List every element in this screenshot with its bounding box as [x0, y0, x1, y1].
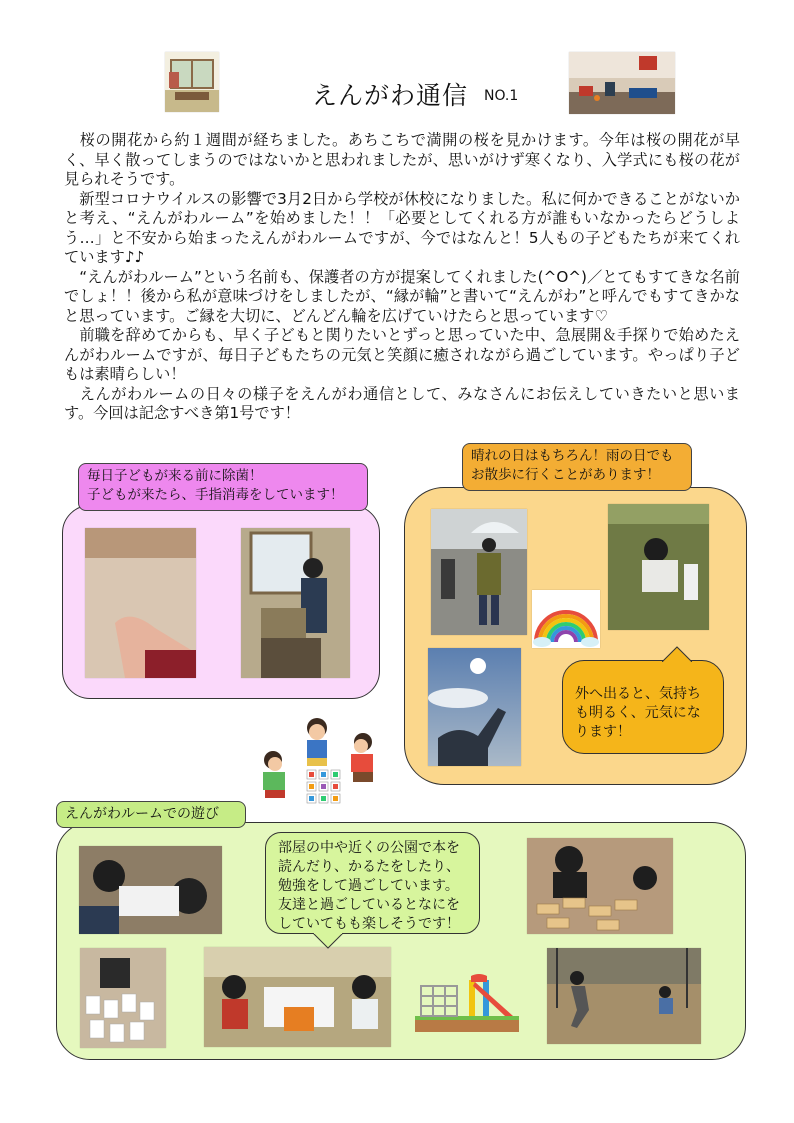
header-illustration-right — [569, 52, 675, 114]
disinfect-caption-line1: 毎日子どもが来る前に除菌！ — [87, 468, 263, 484]
header-illustration-left — [165, 52, 219, 112]
play-speech-line: していてもも楽しそうです！ — [278, 916, 460, 932]
photo-table-wiping — [85, 528, 196, 678]
intro-paragraph: えんがわルームの日々の様子をえんがわ通信として、みなさんにお伝えしていきたいと思います。今回は記念すべき第1号です！ — [64, 384, 740, 422]
photo-child-in-grass — [608, 504, 709, 630]
photo-kids-wooden-blocks — [527, 838, 673, 934]
walk-speech-line: ります！ — [575, 724, 631, 740]
intro-paragraph: 新型コロナウイルスの影響で3月2日から学校が休校になりました。私に何かできることがないかと考え、“えんがわルーム”を始めました！！「必要としてくれる方が誰もいなかったらどうしよう…」と不安から始まったえんがわルームですが、今ではなんと！5人もの子どもたちが来てくれています♪♪ — [64, 189, 740, 266]
play-speech-line: 友達と過ごしているとなにを — [278, 897, 460, 913]
play-speech-tail — [313, 933, 343, 949]
photo-sky-pointing — [428, 648, 521, 766]
intro-paragraph: 桜の開花から約１週間が経ちました。あちこちで満開の桜を見かけます。今年は桜の開花が早く、早く散ってしまうのではないかと思われましたが、思いがけず寒くなり、入学式にも桜の花が見られそうです。 — [64, 131, 740, 188]
disinfect-caption — [78, 463, 368, 511]
disinfect-caption-line2: 子どもが来たら、手指消毒をしています！ — [87, 487, 344, 503]
playground-slide-illustration — [413, 972, 525, 1034]
photo-child-at-window — [241, 528, 350, 678]
walk-speech-line: も明るく、元気にな — [575, 705, 701, 721]
play-heading: えんがわルームでの遊び — [56, 801, 246, 828]
walk-caption-line1: 晴れの日はもちろん！雨の日でも — [471, 448, 674, 464]
rainbow-illustration — [532, 590, 600, 648]
intro-paragraph: 前職を辞めてからも、早く子どもと関りたいとずっと思っていた中、急展開＆手探りで始めたえんがわルームですが、毎日子どもたちの元気と笑顔に癒されながら過ごしています。やっぱり子どもは素晴らしい！ — [64, 326, 740, 383]
walk-speech-line: 外へ出ると、気持ち — [575, 686, 701, 702]
walk-speech-bubble — [562, 660, 724, 754]
walk-caption-line2: お散歩に行くことがあります！ — [471, 467, 660, 483]
newsletter-title: えんがわ通信 — [312, 81, 469, 110]
kids-playing-cards-illustration — [255, 712, 383, 808]
photo-park-running — [547, 948, 701, 1044]
photo-kids-studying-table — [79, 846, 222, 934]
intro-text — [64, 131, 740, 424]
play-speech-bubble — [265, 832, 480, 934]
walk-caption — [462, 443, 692, 491]
intro-paragraph: “えんがわルーム”という名前も、保護者の方が提案してくれました(^O^)／とてもすてきな名前でしょ！！後から私が意味づけをしましたが、“縁が輪”と書いて“えんがわ”と呼んでもすてきかなと思っています。ご縁を大切に、どんどん輪を広げていけたらと思っています♡ — [64, 267, 740, 325]
issue-number: NO.1 — [484, 88, 519, 104]
photo-karuta-cards — [80, 948, 166, 1048]
play-speech-line: 部屋の中や近くの公園で本を — [278, 840, 460, 856]
walk-speech-tail — [662, 646, 692, 662]
play-speech-line: 勉強をして過ごしています。 — [278, 878, 459, 894]
photo-rainy-walk — [431, 509, 527, 635]
photo-kids-reading-books — [204, 947, 391, 1047]
play-speech-line: 読んだり、かるたをしたり、 — [278, 859, 460, 875]
